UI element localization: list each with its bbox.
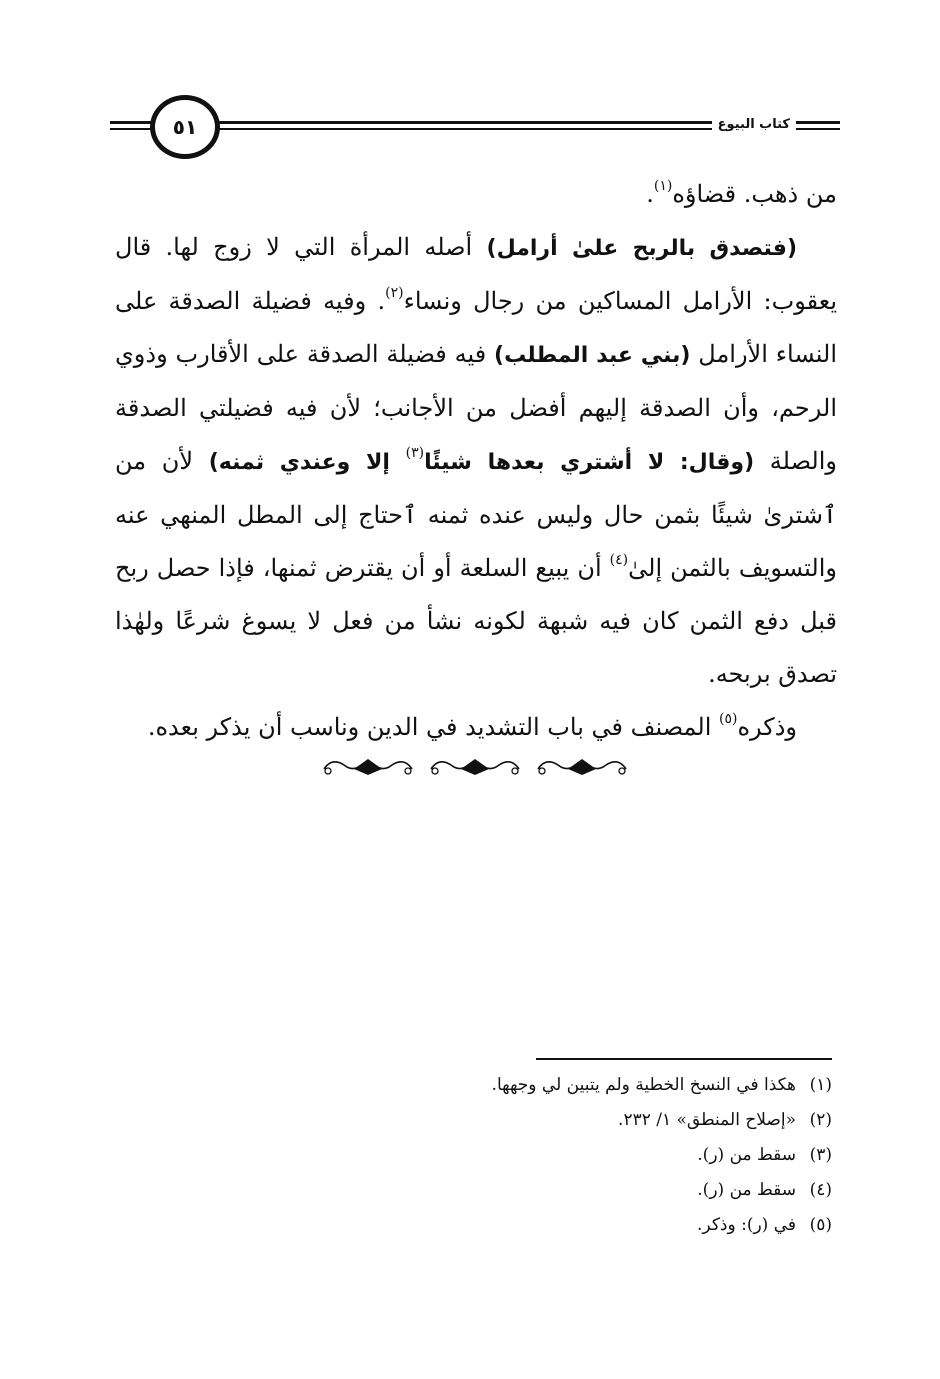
footnote-ref-3: (٣) bbox=[405, 445, 425, 461]
footnote-number: (٣) bbox=[809, 1145, 832, 1165]
footnote-number: (٥) bbox=[809, 1215, 832, 1235]
text-run: من ذهب. قضاؤه bbox=[672, 180, 837, 208]
page-number-badge bbox=[150, 95, 220, 159]
footnote-item bbox=[300, 1068, 832, 1103]
text-run: . وفيه فضيلة الصدقة على النساء الأرامل bbox=[115, 287, 837, 368]
footnote-ref-4: (٤) bbox=[609, 552, 629, 568]
footnote-item bbox=[300, 1138, 832, 1173]
footnote-number: (١) bbox=[809, 1075, 832, 1095]
paragraph-3 bbox=[115, 701, 837, 754]
text-run: أصله المرأة التي لا زوج لها. قال يعقوب: الأرامل المساكين من رجال ونساء bbox=[115, 233, 838, 315]
quoted-hadith: إلا وعندي ثمنه) bbox=[208, 450, 406, 475]
text-run: وذكره bbox=[737, 713, 797, 741]
ornament-icon bbox=[320, 751, 416, 781]
paragraph-2 bbox=[115, 221, 837, 701]
running-header bbox=[110, 95, 840, 165]
footnote-number: (٤) bbox=[809, 1180, 832, 1200]
text-run: . bbox=[646, 180, 654, 208]
ornament-icon bbox=[534, 751, 630, 781]
footnote-item bbox=[300, 1173, 832, 1208]
footnote-item bbox=[300, 1208, 832, 1243]
paragraph-1 bbox=[115, 168, 837, 221]
footnote-text: سقط من (ر). bbox=[697, 1145, 796, 1165]
quoted-hadith: (وقال: لا أشتري بعدها شيئًا bbox=[424, 450, 755, 475]
page-number: ٥١ bbox=[172, 115, 198, 139]
footnote-text: «إصلاح المنطق» ١/ ٢٣٢. bbox=[618, 1110, 796, 1130]
text-run: لأن من ٱشترىٰ شيئًا بثمن حال وليس عنده ثمنه ٱحتاج إلى المطل المنهي عنه والتسويف بالثمن إلىٰ bbox=[115, 447, 837, 582]
footnote-text: سقط من (ر). bbox=[697, 1180, 796, 1200]
section-ornament bbox=[320, 748, 630, 784]
text-run: أن يبيع السلعة أو أن يقترض ثمنها، فإذا حصل ربح قبل دفع الثمن كان فيه شبهة لكونه نشأ من فعل لا يسوغ شرعًا ولهٰذا تصدق بربحه. bbox=[115, 554, 837, 688]
ornament-icon bbox=[427, 751, 523, 781]
main-text bbox=[115, 168, 837, 754]
footnote-separator bbox=[536, 1058, 832, 1060]
footnote-number: (٢) bbox=[809, 1110, 832, 1130]
footnote-item bbox=[300, 1103, 832, 1138]
footnote-ref-1: (١) bbox=[653, 178, 673, 194]
text-run: فيه فضيلة الصدقة على الأقارب وذوي الرحم، وأن الصدقة إليهم أفضل من الأجانب؛ لأن فيه فضيلتي الصدقة والصلة bbox=[115, 340, 838, 475]
footnote-text: هكذا في النسخ الخطية ولم يتبين لي وجهها. bbox=[491, 1075, 796, 1095]
footnote-ref-5: (٥) bbox=[719, 711, 738, 727]
footnotes bbox=[300, 1068, 832, 1243]
footnote-ref-2: (٢) bbox=[385, 285, 404, 301]
book-title: كتاب البيوع bbox=[712, 115, 796, 135]
quoted-hadith: (فتصدق بالربح علىٰ أرامل) bbox=[486, 236, 797, 261]
text-run: المصنف في باب التشديد في الدين وناسب أن يذكر بعده. bbox=[147, 713, 719, 741]
footnote-text: في (ر): وذكر. bbox=[697, 1215, 796, 1235]
quoted-hadith: (بني عبد المطلب) bbox=[494, 343, 691, 368]
